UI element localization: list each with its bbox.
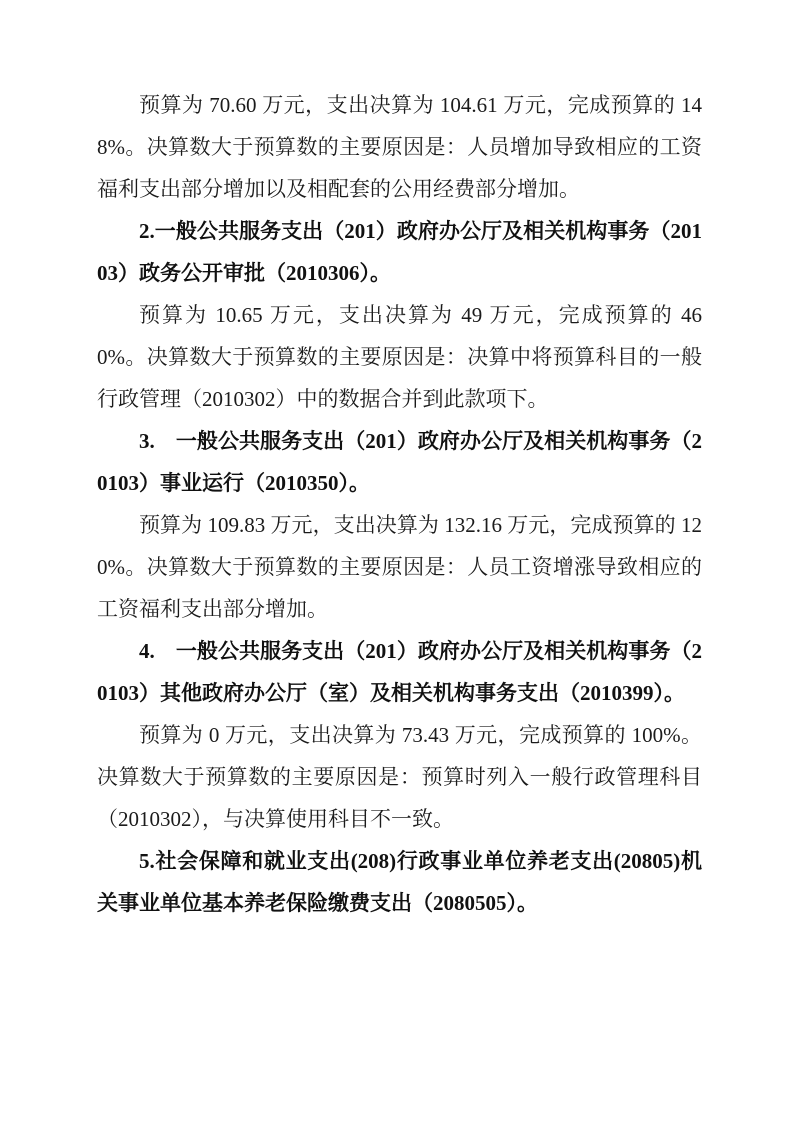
heading-item-3-general-public-services: 3. 一般公共服务支出（201）政府办公厅及相关机构事务（20103）事业运行（2010350）。 — [97, 429, 702, 495]
paragraph-budget-detail-2: 预算为 10.65 万元，支出决算为 49 万元，完成预算的 460%。决算数大于预算数的主要原因是：决算中将预算科目的一般行政管理（2010302）中的数据合并到此款项下。 — [97, 303, 702, 411]
paragraph-budget-detail-4: 预算为 0 万元，支出决算为 73.43 万元，完成预算的 100%。决算数大于预算数的主要原因是：预算时列入一般行政管理科目（2010302），与决算使用科目不一致。 — [97, 723, 702, 831]
paragraph-budget-detail-3: 预算为 109.83 万元，支出决算为 132.16 万元，完成预算的 120%。决算数大于预算数的主要原因是：人员工资增涨导致相应的工资福利支出部分增加。 — [97, 513, 702, 621]
heading-item-4-general-public-services: 4. 一般公共服务支出（201）政府办公厅及相关机构事务（20103）其他政府办公厅（室）及相关机构事务支出（2010399）。 — [97, 639, 702, 705]
heading-item-2-general-public-services: 2.一般公共服务支出（201）政府办公厅及相关机构事务（20103）政务公开审批（2010306）。 — [97, 219, 702, 285]
document-text-block — [97, 84, 702, 924]
paragraph-budget-detail-1: 预算为 70.60 万元，支出决算为 104.61 万元，完成预算的 148%。决算数大于预算数的主要原因是：人员增加导致相应的工资福利支出部分增加以及相配套的公用经费部分增加。 — [97, 93, 702, 201]
heading-item-5-social-security-employment: 5.社会保障和就业支出(208)行政事业单位养老支出(20805)机关事业单位基本养老保险缴费支出（2080505）。 — [97, 849, 702, 915]
